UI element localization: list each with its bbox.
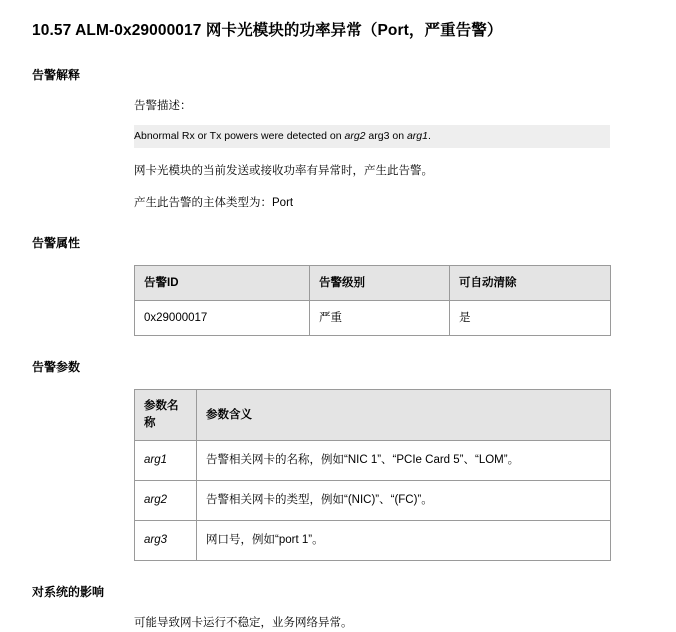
alarm-attributes-table xyxy=(134,265,611,336)
column-header-parameter-name: 参数名称 xyxy=(135,390,197,441)
code-param-arg2: arg2 xyxy=(344,130,366,142)
explanation-subject: 产生此告警的主体类型为：Port xyxy=(134,197,294,209)
cell-parameter-name: arg2 xyxy=(135,481,197,521)
table-row xyxy=(135,441,611,481)
explanation-body: 网卡光模块的当前发送或接收功率有异常时，产生此告警。 xyxy=(134,165,433,177)
section-heading-impact: 对系统的影响 xyxy=(32,585,105,599)
table-row xyxy=(135,521,611,561)
column-header-auto-clear: 可自动清除 xyxy=(450,266,611,301)
cell-parameter-name: arg1 xyxy=(135,441,197,481)
alarm-description-label: 告警描述： xyxy=(134,100,192,112)
cell-alarm-id: 0x29000017 xyxy=(135,301,310,336)
alarm-parameters-table xyxy=(134,389,611,561)
table-row xyxy=(135,481,611,521)
section-heading-attributes: 告警属性 xyxy=(32,236,81,250)
cell-parameter-meaning: 网口号，例如“port 1”。 xyxy=(197,521,611,561)
column-header-alarm-severity: 告警级别 xyxy=(310,266,450,301)
column-header-alarm-id: 告警ID xyxy=(135,266,310,301)
section-heading-parameters: 告警参数 xyxy=(32,360,81,374)
alarm-description-code xyxy=(134,125,610,148)
cell-parameter-meaning: 告警相关网卡的名称，例如“NIC 1”、“PCIe Card 5”、“LOM”。 xyxy=(197,441,611,481)
cell-parameter-meaning: 告警相关网卡的类型，例如“(NIC)”、“(FC)”。 xyxy=(197,481,611,521)
page-title: 10.57 ALM-0x29000017 网卡光模块的功率异常（Port，严重告警） xyxy=(32,22,503,39)
code-suffix: . xyxy=(427,130,431,142)
table-row xyxy=(135,301,611,336)
code-param-arg1: arg1 xyxy=(406,130,428,142)
cell-auto-clear: 是 xyxy=(450,301,611,336)
table-header-row xyxy=(135,266,611,301)
column-header-parameter-meaning: 参数含义 xyxy=(197,390,611,441)
impact-body: 可能导致网卡运行不稳定，业务网络异常。 xyxy=(134,617,353,629)
code-mid: arg3 on xyxy=(365,130,407,142)
table-header-row xyxy=(135,390,611,441)
cell-alarm-severity: 严重 xyxy=(310,301,450,336)
cell-parameter-name: arg3 xyxy=(135,521,197,561)
section-heading-explanation: 告警解释 xyxy=(32,68,81,82)
document-page xyxy=(0,18,676,629)
code-prefix: Abnormal Rx or Tx powers were detected on xyxy=(134,130,345,142)
